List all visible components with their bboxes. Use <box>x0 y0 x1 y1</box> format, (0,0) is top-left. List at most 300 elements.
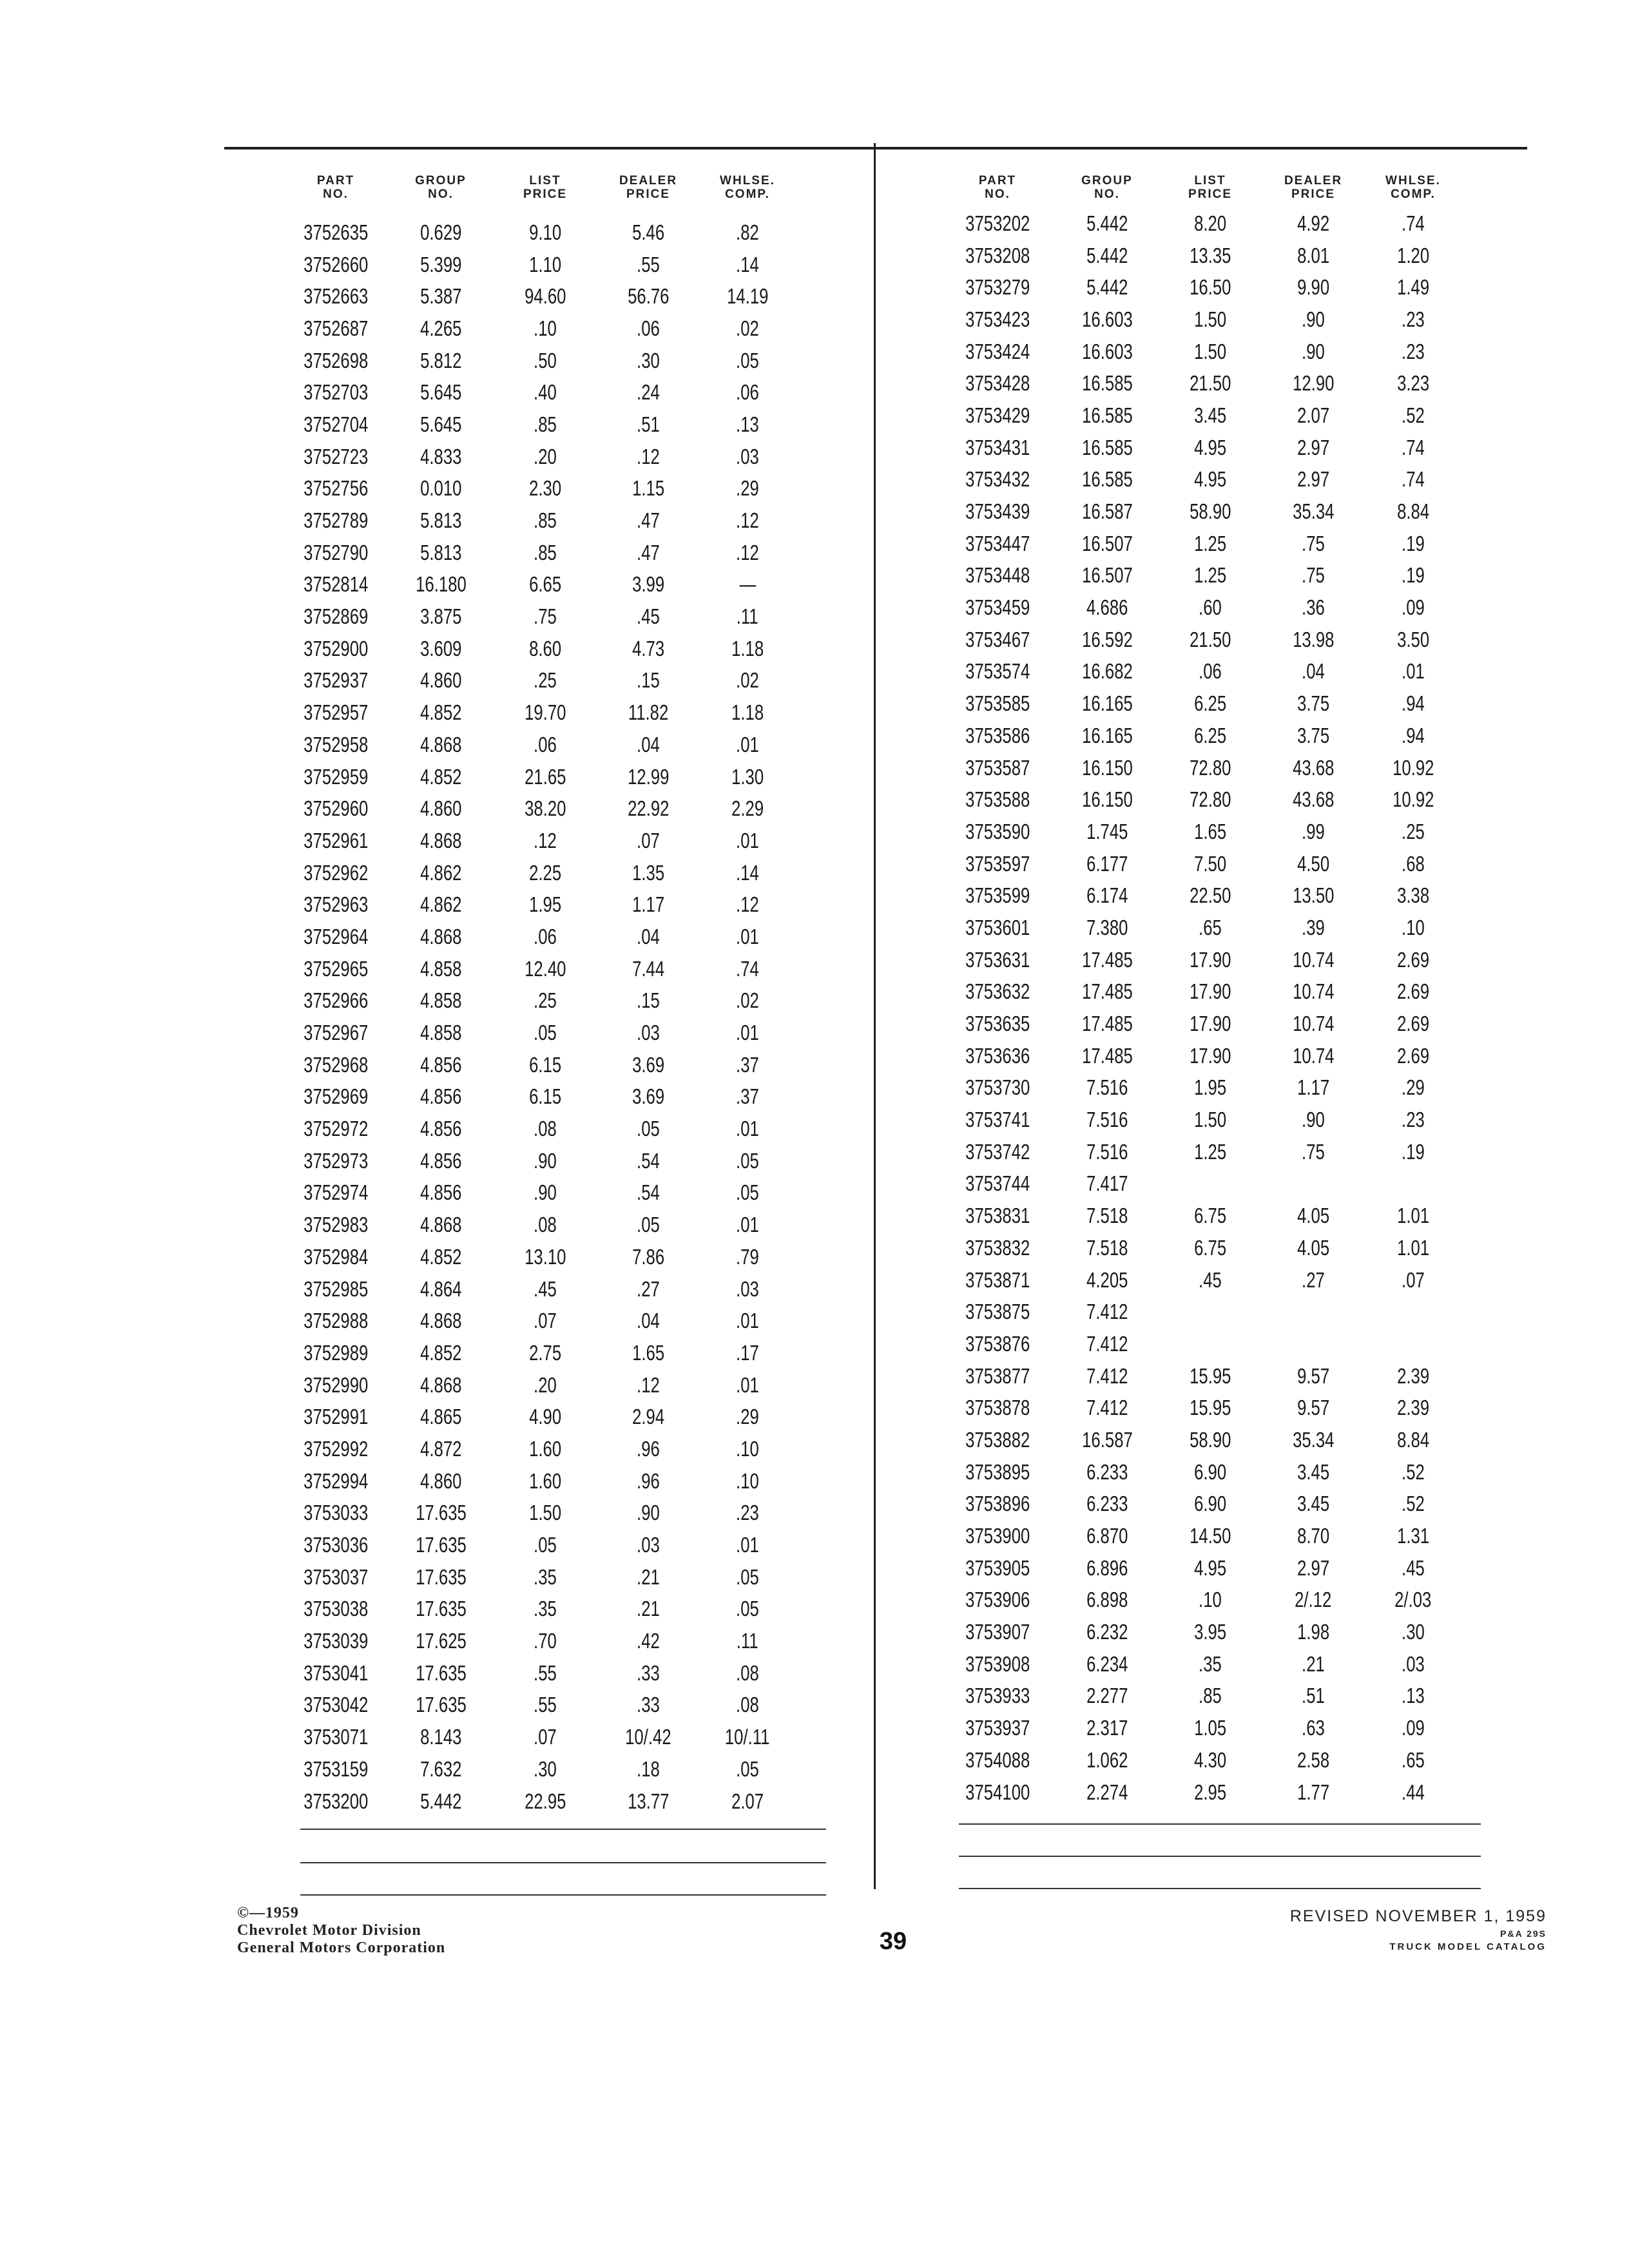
group-no-cell <box>1055 1075 1159 1100</box>
part-no-cell <box>940 371 1055 396</box>
whlse-comp-value: 1.18 <box>731 636 764 660</box>
list-price-cell <box>494 445 597 469</box>
list-price-value: .55 <box>534 1693 557 1717</box>
part-no-value: 3753038 <box>303 1597 369 1621</box>
part-no-value: 3753635 <box>965 1012 1030 1036</box>
list-price-value: .65 <box>1199 915 1222 939</box>
dealer-price-value: 2/.12 <box>1295 1588 1332 1612</box>
dealer-price-cell <box>597 1341 700 1365</box>
table-row <box>940 1328 1461 1360</box>
list-price-cell <box>494 1245 597 1269</box>
group-no-cell <box>388 316 494 341</box>
list-price-cell <box>494 1597 597 1621</box>
table-row <box>940 560 1461 592</box>
part-no-cell <box>940 1684 1055 1708</box>
list-price-cell <box>1159 275 1262 300</box>
list-price-cell <box>1159 1236 1262 1260</box>
part-no-value: 3752972 <box>303 1117 369 1141</box>
list-price-value: .08 <box>534 1117 557 1141</box>
table-row <box>940 1232 1461 1264</box>
whlse-comp-cell <box>1365 1524 1461 1548</box>
dealer-price-value: 8.01 <box>1296 243 1330 267</box>
part-no-cell <box>284 316 388 341</box>
whlse-comp-value: 1.18 <box>731 700 764 725</box>
dealer-price-value: .33 <box>637 1693 660 1717</box>
list-price-cell <box>1159 852 1262 876</box>
table-row <box>940 1040 1461 1072</box>
list-price-cell <box>494 508 597 533</box>
list-price-cell <box>494 1149 597 1173</box>
group-no-cell <box>1055 499 1159 524</box>
list-price-cell <box>494 412 597 437</box>
part-no-value: 3753908 <box>965 1651 1030 1676</box>
group-no-cell <box>1055 1012 1159 1036</box>
group-no-cell <box>1055 1332 1159 1356</box>
list-price-value: 1.50 <box>1193 307 1227 331</box>
list-price-value: 38.20 <box>524 796 566 821</box>
part-no-value: 3753429 <box>965 403 1030 427</box>
whlse-comp-value: — <box>739 572 756 597</box>
part-no-cell <box>940 211 1055 236</box>
list-price-cell <box>1159 499 1262 524</box>
group-no-cell <box>1055 1492 1159 1516</box>
group-no-cell <box>388 1725 494 1749</box>
part-no-cell <box>284 1469 388 1494</box>
dealer-price-cell <box>1262 1524 1365 1548</box>
group-no-cell <box>1055 1171 1159 1196</box>
dealer-price-value: 2.97 <box>1296 1555 1330 1580</box>
group-no-cell <box>388 1117 494 1141</box>
whlse-comp-cell <box>700 892 795 917</box>
whlse-comp-value: .05 <box>736 1148 759 1173</box>
part-no-value: 3753039 <box>303 1629 369 1653</box>
group-no-value: 2.317 <box>1086 1716 1128 1740</box>
group-no-cell <box>1055 1684 1159 1708</box>
list-price-cell <box>494 316 597 341</box>
whlse-comp-value: .45 <box>1402 1555 1425 1580</box>
group-no-cell <box>388 349 494 373</box>
group-no-value: 17.635 <box>415 1597 467 1621</box>
part-no-value: 3753202 <box>965 211 1030 235</box>
group-no-cell <box>388 925 494 949</box>
whlse-comp-cell <box>1365 1620 1461 1644</box>
revised-date: REVISED NOVEMBER 1, 1959 <box>1289 1907 1547 1925</box>
group-no-value: 17.485 <box>1081 1012 1133 1036</box>
part-no-cell <box>284 476 388 501</box>
dealer-price-cell <box>597 829 700 853</box>
dealer-price-cell <box>1262 1204 1365 1228</box>
dealer-price-cell <box>1262 211 1365 236</box>
blank-rule <box>300 1829 826 1830</box>
dealer-price-cell <box>1262 1428 1365 1452</box>
table-row <box>940 976 1461 1008</box>
whlse-comp-value: .19 <box>1402 563 1425 588</box>
table-row <box>284 537 795 569</box>
table-row <box>284 408 795 441</box>
group-no-cell <box>1055 436 1159 460</box>
part-no-value: 3753036 <box>303 1533 369 1557</box>
part-no-cell <box>940 275 1055 300</box>
dealer-price-cell <box>597 957 700 981</box>
group-no-value: 4.852 <box>419 1340 462 1365</box>
group-no-cell <box>1055 948 1159 972</box>
part-no-value: 3753900 <box>965 1524 1030 1548</box>
list-price-cell <box>494 380 597 405</box>
whlse-comp-cell <box>1365 371 1461 396</box>
group-no-value: 7.412 <box>1086 1300 1128 1324</box>
list-price-value: 1.25 <box>1193 1139 1227 1164</box>
group-no-value: 1.062 <box>1086 1747 1128 1772</box>
dealer-price-cell <box>597 445 700 469</box>
group-no-value: 5.813 <box>419 540 462 564</box>
group-no-value: 4.860 <box>419 796 462 821</box>
list-price-cell <box>1159 307 1262 332</box>
whlse-comp-value: .30 <box>1402 1620 1425 1644</box>
table-row <box>940 1616 1461 1648</box>
corporation-line: General Motors Corporation <box>237 1939 446 1956</box>
part-no-value: 3752723 <box>303 444 369 468</box>
dealer-price-cell <box>597 796 700 821</box>
dealer-price-value: .27 <box>1302 1267 1325 1292</box>
group-no-cell <box>388 1661 494 1686</box>
dealer-price-cell <box>1262 1780 1365 1805</box>
list-price-value: .08 <box>534 1213 557 1237</box>
part-no-value: 3753467 <box>965 627 1030 651</box>
dealer-price-cell <box>597 253 700 277</box>
group-no-cell <box>388 1053 494 1077</box>
part-no-value: 3753832 <box>965 1235 1030 1260</box>
list-price-value: 1.50 <box>1193 1108 1227 1132</box>
list-price-cell <box>494 700 597 725</box>
group-no-value: 4.860 <box>419 668 462 693</box>
dealer-price-value: 9.57 <box>1296 1363 1330 1388</box>
part-no-value: 3754100 <box>965 1780 1030 1804</box>
dealer-price-value: .05 <box>637 1117 660 1141</box>
part-no-cell <box>284 1084 388 1109</box>
whlse-comp-value: .08 <box>736 1693 759 1717</box>
part-no-cell <box>940 1268 1055 1293</box>
whlse-comp-cell <box>700 1469 795 1494</box>
whlse-comp-cell <box>1365 1556 1461 1581</box>
whlse-comp-value: .01 <box>736 1117 759 1141</box>
dealer-price-value: .54 <box>637 1180 660 1205</box>
part-no-value: 3752988 <box>303 1309 369 1333</box>
whlse-comp-value: .68 <box>1402 851 1425 876</box>
part-no-value: 3753831 <box>965 1204 1030 1228</box>
whlse-comp-cell <box>700 637 795 661</box>
part-no-value: 3753744 <box>965 1171 1030 1196</box>
part-no-cell <box>284 1180 388 1205</box>
dealer-price-cell <box>1262 595 1365 620</box>
dealer-price-cell <box>1262 1652 1365 1677</box>
part-no-cell <box>284 1149 388 1173</box>
whlse-comp-cell <box>1365 787 1461 812</box>
whlse-comp-cell <box>1365 499 1461 524</box>
dealer-price-cell <box>1262 1338 1365 1350</box>
table-row <box>284 825 795 857</box>
group-no-value: 4.862 <box>419 892 462 917</box>
dealer-price-value: .27 <box>637 1276 660 1301</box>
dealer-price-value: 3.45 <box>1296 1459 1330 1484</box>
list-price-cell <box>1159 1524 1262 1548</box>
group-no-value: 8.143 <box>419 1725 462 1749</box>
part-no-value: 3753876 <box>965 1331 1030 1356</box>
list-price-cell <box>494 1693 597 1717</box>
whlse-comp-value: .74 <box>736 956 759 981</box>
part-no-value: 3753459 <box>965 595 1030 620</box>
list-price-value: 9.10 <box>528 220 562 244</box>
dealer-price-value: .05 <box>637 1213 660 1237</box>
dealer-price-cell <box>597 476 700 501</box>
group-no-value: 16.603 <box>1081 339 1133 363</box>
whlse-comp-cell <box>1365 852 1461 876</box>
header-whlse-comp: WHLSE. COMP. <box>720 174 775 201</box>
part-no-cell <box>284 1117 388 1141</box>
part-no-cell <box>940 916 1055 940</box>
group-no-cell <box>1055 307 1159 332</box>
catalog-name: TRUCK MODEL CATALOG <box>1389 1941 1547 1952</box>
list-price-value: 17.90 <box>1189 979 1231 1004</box>
part-no-value: 3753588 <box>965 787 1030 812</box>
group-no-value: 4.856 <box>419 1052 462 1077</box>
group-no-cell <box>1055 852 1159 876</box>
dealer-price-value: 35.34 <box>1292 499 1335 524</box>
list-price-value: 4.95 <box>1193 467 1227 492</box>
list-price-value: .90 <box>534 1148 557 1173</box>
dealer-price-value: 12.90 <box>1292 371 1335 396</box>
part-no-cell <box>940 1716 1055 1740</box>
whlse-comp-value: 10.92 <box>1392 755 1434 780</box>
whlse-comp-cell <box>700 380 795 405</box>
part-no-value: 3753071 <box>303 1725 369 1749</box>
dealer-price-cell <box>597 1533 700 1557</box>
dealer-price-value: .04 <box>637 732 660 756</box>
group-no-cell <box>388 988 494 1013</box>
table-row <box>284 1401 795 1433</box>
part-no-value: 3753439 <box>965 499 1030 524</box>
list-price-cell <box>1159 211 1262 236</box>
list-price-cell <box>1159 659 1262 684</box>
group-no-value: 4.856 <box>419 1084 462 1109</box>
whlse-comp-value: .06 <box>736 380 759 405</box>
part-no-cell <box>940 1332 1055 1356</box>
list-price-cell <box>1159 1716 1262 1740</box>
group-no-value: 7.516 <box>1086 1075 1128 1100</box>
whlse-comp-cell <box>1365 1178 1461 1189</box>
dealer-price-cell <box>1262 1684 1365 1708</box>
part-no-cell <box>940 1748 1055 1773</box>
table-row <box>940 1776 1461 1809</box>
group-no-value: 4.860 <box>419 1468 462 1493</box>
group-no-value: 4.205 <box>1086 1267 1128 1292</box>
list-price-value: 2.25 <box>528 860 562 885</box>
dealer-price-cell <box>597 892 700 917</box>
group-no-cell <box>388 572 494 597</box>
group-no-cell <box>388 700 494 725</box>
group-no-value: 4.868 <box>419 732 462 756</box>
dealer-price-value: .36 <box>1302 595 1325 620</box>
part-no-value: 3752974 <box>303 1180 369 1205</box>
whlse-comp-value: .37 <box>736 1084 759 1109</box>
list-price-value: .06 <box>534 732 557 756</box>
part-no-value: 3752704 <box>303 412 369 436</box>
table-row <box>284 441 795 473</box>
list-price-cell <box>1159 1364 1262 1389</box>
list-price-value: .35 <box>1199 1651 1222 1676</box>
whlse-comp-cell <box>700 1597 795 1621</box>
dealer-price-cell <box>1262 275 1365 300</box>
group-no-cell <box>1055 979 1159 1004</box>
whlse-comp-value: 3.23 <box>1396 371 1430 396</box>
whlse-comp-cell <box>700 1117 795 1141</box>
whlse-comp-cell <box>700 220 795 245</box>
part-no-cell <box>284 380 388 405</box>
part-no-cell <box>284 1757 388 1782</box>
group-no-cell <box>1055 211 1159 236</box>
whlse-comp-value: .74 <box>1402 435 1425 459</box>
dealer-price-value: .99 <box>1302 819 1325 843</box>
part-no-cell <box>940 595 1055 620</box>
part-no-value: 3752966 <box>303 988 369 1013</box>
group-no-cell <box>1055 1236 1159 1260</box>
list-price-value: .25 <box>534 988 557 1013</box>
list-price-cell <box>494 796 597 821</box>
part-no-value: 3752985 <box>303 1276 369 1301</box>
group-no-cell <box>388 508 494 533</box>
part-no-cell <box>284 733 388 757</box>
whlse-comp-cell <box>700 1789 795 1814</box>
list-price-value: 17.90 <box>1189 1043 1231 1068</box>
dealer-price-value: .63 <box>1302 1716 1325 1740</box>
list-price-cell <box>494 253 597 277</box>
dealer-price-value: 5.46 <box>631 220 665 244</box>
whlse-comp-value: .05 <box>736 1597 759 1621</box>
part-no-value: 3752969 <box>303 1084 369 1109</box>
whlse-comp-cell <box>700 988 795 1013</box>
part-no-cell <box>940 1396 1055 1420</box>
dealer-price-value: .54 <box>637 1148 660 1173</box>
list-price-cell <box>494 284 597 309</box>
dealer-price-cell <box>1262 756 1365 780</box>
part-no-cell <box>940 1044 1055 1068</box>
list-price-value: 1.60 <box>528 1436 562 1461</box>
part-no-cell <box>284 1341 388 1365</box>
list-price-value: .85 <box>534 540 557 564</box>
list-price-value: .10 <box>534 316 557 340</box>
group-no-cell <box>388 1437 494 1461</box>
list-price-cell <box>494 861 597 885</box>
list-price-cell <box>1159 244 1262 268</box>
whlse-comp-value: 8.84 <box>1396 1427 1430 1452</box>
dealer-price-value: 7.86 <box>631 1244 665 1269</box>
part-no-value: 3753871 <box>965 1267 1030 1292</box>
table-row <box>284 889 795 921</box>
table-row <box>940 1136 1461 1168</box>
dealer-price-cell <box>1262 1044 1365 1068</box>
part-no-cell <box>940 563 1055 588</box>
group-no-cell <box>1055 403 1159 428</box>
part-no-cell <box>940 1620 1055 1644</box>
pa-code: P&A 29S <box>1500 1928 1547 1939</box>
whlse-comp-cell <box>700 1021 795 1045</box>
table-row <box>940 656 1461 688</box>
part-no-value: 3752703 <box>303 380 369 405</box>
group-no-cell <box>1055 340 1159 364</box>
whlse-comp-value: .79 <box>736 1244 759 1269</box>
list-price-cell <box>1159 691 1262 716</box>
part-no-cell <box>284 541 388 565</box>
list-price-value: 21.50 <box>1189 627 1231 651</box>
list-price-value: .10 <box>1199 1588 1222 1612</box>
group-no-cell <box>1055 244 1159 268</box>
dealer-price-value: 43.68 <box>1292 755 1335 780</box>
dealer-price-cell <box>1262 691 1365 716</box>
part-no-cell <box>940 979 1055 1004</box>
part-no-cell <box>940 1204 1055 1228</box>
dealer-price-cell <box>1262 467 1365 492</box>
group-no-value: 5.442 <box>1086 275 1128 300</box>
table-row <box>940 1712 1461 1744</box>
dealer-price-value: .04 <box>637 1309 660 1333</box>
part-no-cell <box>284 1533 388 1557</box>
list-price-cell <box>1159 1780 1262 1805</box>
dealer-price-cell <box>1262 1588 1365 1612</box>
part-no-cell <box>284 604 388 629</box>
group-no-value: 5.442 <box>419 1789 462 1813</box>
table-row <box>284 1113 795 1145</box>
part-no-cell <box>940 1075 1055 1100</box>
group-no-cell <box>388 1309 494 1333</box>
part-no-cell <box>284 572 388 597</box>
list-price-cell <box>1159 1012 1262 1036</box>
part-no-value: 3752965 <box>303 956 369 981</box>
whlse-comp-cell <box>1365 244 1461 268</box>
list-price-value: .20 <box>534 444 557 468</box>
table-row <box>940 1424 1461 1456</box>
dealer-price-value: 1.77 <box>1296 1780 1330 1804</box>
right-table-header <box>940 149 1461 201</box>
group-no-value: 16.585 <box>1081 371 1133 396</box>
group-no-value: 16.682 <box>1081 659 1133 684</box>
part-no-cell <box>940 787 1055 812</box>
dealer-price-cell <box>1262 787 1365 812</box>
whlse-comp-cell <box>1365 595 1461 620</box>
table-row <box>284 953 795 985</box>
group-no-value: 17.635 <box>415 1533 467 1557</box>
group-no-cell <box>388 1757 494 1782</box>
group-no-cell <box>1055 883 1159 908</box>
dealer-price-cell <box>597 412 700 437</box>
whlse-comp-value: .12 <box>736 892 759 917</box>
whlse-comp-cell <box>700 1149 795 1173</box>
table-row <box>940 1008 1461 1040</box>
list-price-cell <box>1159 820 1262 844</box>
part-no-value: 3753590 <box>965 819 1030 843</box>
dealer-price-cell <box>1262 1108 1365 1132</box>
whlse-comp-cell <box>700 412 795 437</box>
whlse-comp-value: .01 <box>736 1309 759 1333</box>
table-row <box>284 1561 795 1593</box>
dealer-price-cell <box>597 988 700 1013</box>
part-no-value: 3752687 <box>303 316 369 340</box>
group-no-cell <box>388 220 494 245</box>
dealer-price-value: 12.99 <box>627 764 670 789</box>
dealer-price-cell <box>1262 852 1365 876</box>
group-no-cell <box>388 604 494 629</box>
group-no-cell <box>1055 1364 1159 1389</box>
list-price-cell <box>1159 1396 1262 1420</box>
group-no-cell <box>1055 1716 1159 1740</box>
